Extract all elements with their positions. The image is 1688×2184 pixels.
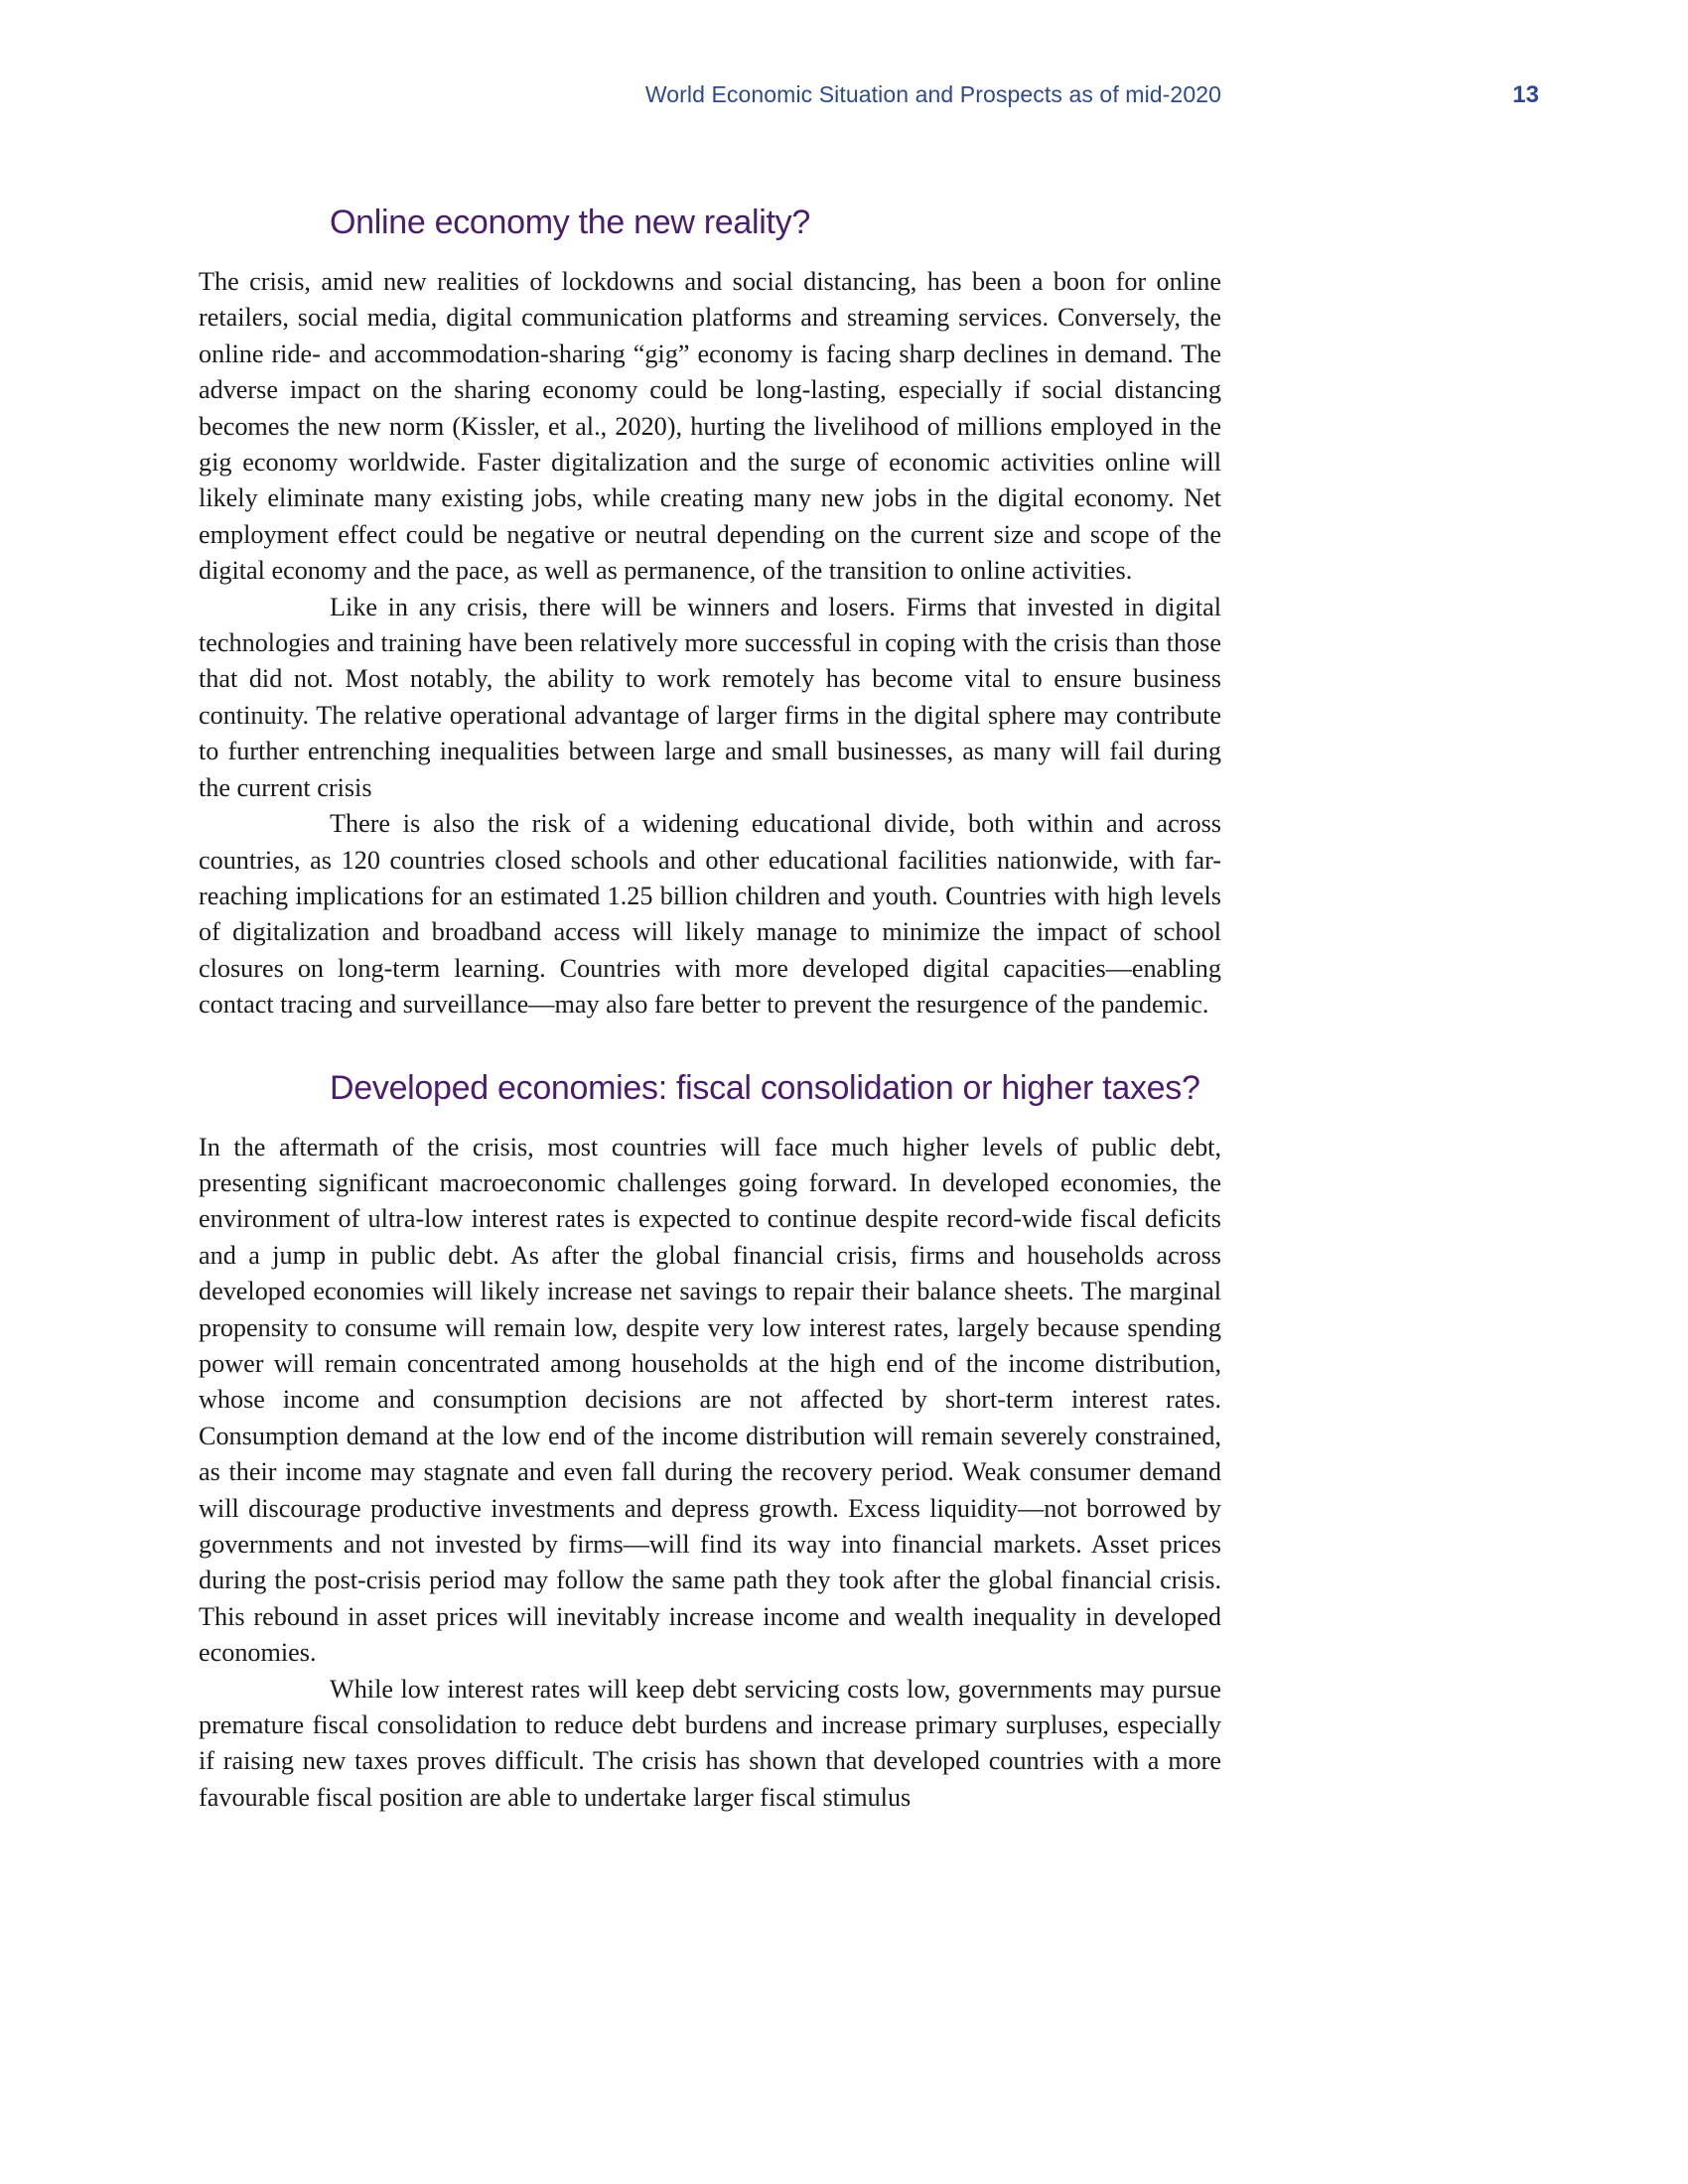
page-body (199, 204, 1221, 1816)
section-title-developed-economies: Developed economies: fiscal consolidation or higher taxes? (330, 1068, 1200, 1107)
paragraph: There is also the risk of a widening educational divide, both within and across countries, as 120 countries closed schools and other educational facilities nationwide, with far-reaching implications for an estimated 1.25 billion children and youth. Countries with high levels of digitalization and broadband access will likely manage to minimize the impact of school closures on long-term learning. Countries with more developed digital capacities—enabling contact tracing and surveillance—may also fare better to prevent the resurgence of the pandemic. (199, 809, 1221, 1020)
paragraph: The crisis, amid new realities of lockdowns and social distancing, has been a boon for online retailers, social media, digital communication platforms and streaming services. Conversely, the online ride- and accommodation-sharing “gig” economy is facing sharp declines in demand. The adverse impact on the sharing economy could be long-lasting, especially if social distancing becomes the new norm (Kissler, et al., 2020), hurting the livelihood of millions employed in the gig economy worldwide. Faster digitalization and the surge of economic activities online will likely eliminate many existing jobs, while creating many new jobs in the digital economy. Net employment effect could be negative or neutral depending on the current size and scope of the digital economy and the pace, as well as permanence, of the transition to online activities. (199, 267, 1221, 586)
paragraph: In the aftermath of the crisis, most countries will face much higher levels of public debt, presenting significant macroeconomic challenges going forward. In developed economies, the environment of ultra-low interest rates is expected to continue despite record-wide fiscal deficits and a jump in public debt. As after the global financial crisis, firms and households across developed economies will likely increase net savings to repair their balance sheets. The marginal propensity to consume will remain low, despite very low interest rates, largely because spending power will remain concentrated among households at the high end of the income distribution, whose income and consumption decisions are not affected by short-term interest rates. Consumption demand at the low end of the income distribution will remain severely constrained, as their income may stagnate and even fall during the recovery period. Weak consumer demand will discourage productive investments and depress growth. Excess liquidity—not borrowed by governments and not invested by firms—will find its way into financial markets. Asset prices during the post-crisis period may follow the same path they took after the global financial crisis. This rebound in asset prices will inevitably increase income and wealth inequality in developed economies. (199, 1132, 1221, 1668)
running-header: World Economic Situation and Prospects as of mid-2020 (644, 81, 1221, 107)
paragraph: Like in any crisis, there will be winners and losers. Firms that invested in digital technologies and training have been relatively more successful in coping with the crisis than those that did not. Most notably, the ability to work remotely has become vital to ensure business continuity. The relative operational advantage of larger firms in the digital sphere may contribute to further entrenching inequalities between large and small businesses, as many will fail during the current crisis (199, 592, 1221, 802)
section-title-online-economy: Online economy the new reality? (330, 204, 810, 241)
paragraph: While low interest rates will keep debt servicing costs low, governments may pursue premature fiscal consolidation to reduce debt burdens and increase primary surpluses, especially if raising new taxes proves difficult. The crisis has shown that developed countries with a more favourable fiscal position are able to undertake larger fiscal stimulus (199, 1674, 1221, 1812)
page-number: 13 (1512, 81, 1539, 108)
